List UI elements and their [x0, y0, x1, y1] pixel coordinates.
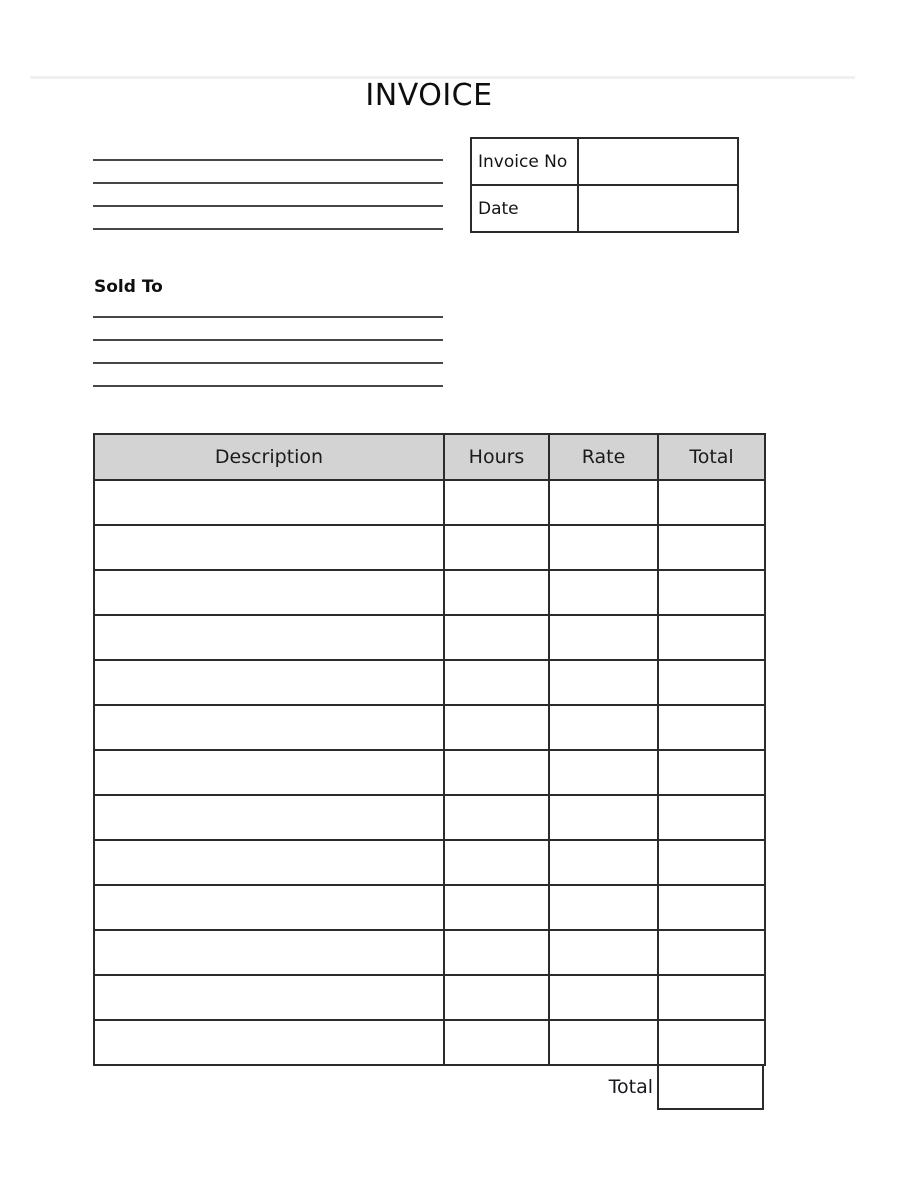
- item-cell-rate[interactable]: [549, 885, 658, 930]
- item-cell-total[interactable]: [658, 795, 765, 840]
- item-row: [94, 570, 765, 615]
- item-cell-total[interactable]: [658, 840, 765, 885]
- item-cell-rate[interactable]: [549, 1020, 658, 1065]
- invoice-meta-table: [470, 137, 739, 233]
- item-cell-rate[interactable]: [549, 660, 658, 705]
- item-row: [94, 1020, 765, 1065]
- item-cell-total[interactable]: [658, 1020, 765, 1065]
- fill-line[interactable]: [93, 385, 443, 387]
- invoice-title: INVOICE: [365, 78, 493, 113]
- item-cell-description[interactable]: [94, 795, 444, 840]
- item-cell-description[interactable]: [94, 885, 444, 930]
- fill-line[interactable]: [93, 228, 443, 230]
- items-body: [94, 480, 765, 1065]
- item-cell-hours[interactable]: [444, 1020, 549, 1065]
- date-value[interactable]: [578, 185, 738, 232]
- item-cell-total[interactable]: [658, 570, 765, 615]
- item-row: [94, 615, 765, 660]
- item-row: [94, 705, 765, 750]
- invoice-no-row: [471, 138, 738, 185]
- item-cell-description[interactable]: [94, 525, 444, 570]
- invoice-no-label: Invoice No: [471, 138, 578, 185]
- invoice-no-value[interactable]: [578, 138, 738, 185]
- item-cell-rate[interactable]: [549, 840, 658, 885]
- date-label: Date: [471, 185, 578, 232]
- item-cell-rate[interactable]: [549, 480, 658, 525]
- date-row: [471, 185, 738, 232]
- item-row: [94, 480, 765, 525]
- item-cell-rate[interactable]: [549, 930, 658, 975]
- item-row: [94, 885, 765, 930]
- grand-total-value[interactable]: [657, 1064, 764, 1110]
- item-row: [94, 660, 765, 705]
- item-cell-description[interactable]: [94, 660, 444, 705]
- item-row: [94, 975, 765, 1020]
- item-cell-total[interactable]: [658, 705, 765, 750]
- col-header-hours: Hours: [444, 434, 549, 480]
- bill-from-lines: [93, 159, 443, 251]
- item-cell-description[interactable]: [94, 480, 444, 525]
- item-cell-description[interactable]: [94, 570, 444, 615]
- item-cell-hours[interactable]: [444, 795, 549, 840]
- fill-line[interactable]: [93, 362, 443, 364]
- item-cell-total[interactable]: [658, 660, 765, 705]
- fill-line[interactable]: [93, 159, 443, 161]
- item-cell-total[interactable]: [658, 975, 765, 1020]
- item-cell-hours[interactable]: [444, 840, 549, 885]
- fill-line[interactable]: [93, 205, 443, 207]
- item-cell-hours[interactable]: [444, 480, 549, 525]
- item-cell-description[interactable]: [94, 930, 444, 975]
- item-cell-description[interactable]: [94, 750, 444, 795]
- item-row: [94, 750, 765, 795]
- sold-to-lines: [93, 316, 443, 408]
- item-row: [94, 930, 765, 975]
- fill-line[interactable]: [93, 339, 443, 341]
- item-cell-hours[interactable]: [444, 570, 549, 615]
- item-cell-description[interactable]: [94, 705, 444, 750]
- fill-line[interactable]: [93, 182, 443, 184]
- item-cell-rate[interactable]: [549, 750, 658, 795]
- item-cell-hours[interactable]: [444, 930, 549, 975]
- item-cell-hours[interactable]: [444, 705, 549, 750]
- item-cell-total[interactable]: [658, 525, 765, 570]
- item-cell-total[interactable]: [658, 750, 765, 795]
- item-cell-hours[interactable]: [444, 750, 549, 795]
- item-cell-hours[interactable]: [444, 660, 549, 705]
- line-items-table: [93, 433, 766, 1066]
- fill-line[interactable]: [93, 316, 443, 318]
- item-cell-hours[interactable]: [444, 975, 549, 1020]
- col-header-description: Description: [94, 434, 444, 480]
- items-header-row: [94, 434, 765, 480]
- item-cell-description[interactable]: [94, 615, 444, 660]
- item-cell-rate[interactable]: [549, 975, 658, 1020]
- item-cell-rate[interactable]: [549, 795, 658, 840]
- item-cell-rate[interactable]: [549, 525, 658, 570]
- item-cell-description[interactable]: [94, 1020, 444, 1065]
- item-row: [94, 840, 765, 885]
- item-cell-hours[interactable]: [444, 525, 549, 570]
- item-cell-total[interactable]: [658, 885, 765, 930]
- col-header-rate: Rate: [549, 434, 658, 480]
- item-cell-hours[interactable]: [444, 615, 549, 660]
- col-header-total: Total: [658, 434, 765, 480]
- item-cell-total[interactable]: [658, 480, 765, 525]
- item-cell-description[interactable]: [94, 840, 444, 885]
- item-cell-rate[interactable]: [549, 705, 658, 750]
- item-cell-total[interactable]: [658, 930, 765, 975]
- grand-total-label: Total: [608, 1076, 653, 1098]
- item-cell-description[interactable]: [94, 975, 444, 1020]
- item-cell-rate[interactable]: [549, 615, 658, 660]
- item-cell-total[interactable]: [658, 615, 765, 660]
- item-cell-hours[interactable]: [444, 885, 549, 930]
- item-row: [94, 795, 765, 840]
- sold-to-label: Sold To: [94, 277, 163, 297]
- item-row: [94, 525, 765, 570]
- item-cell-rate[interactable]: [549, 570, 658, 615]
